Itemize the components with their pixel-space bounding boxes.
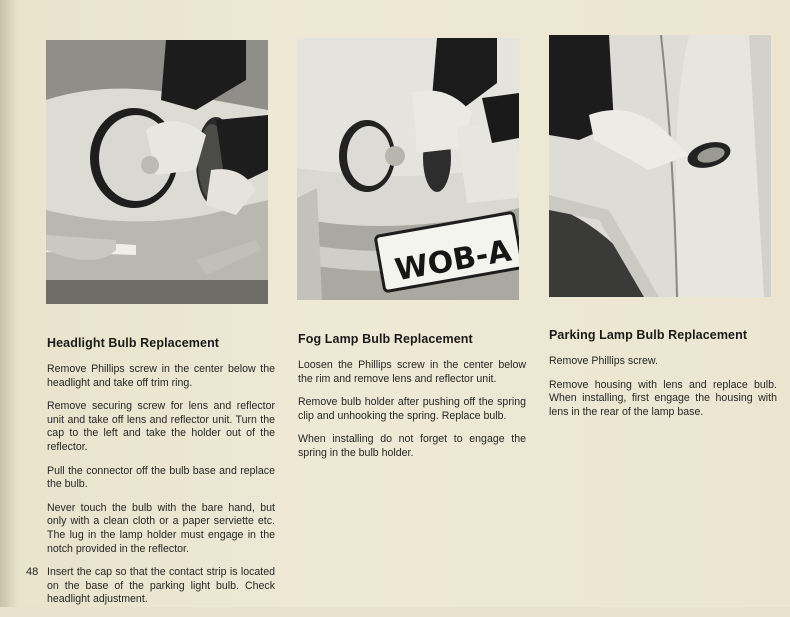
instruction-paragraph: Loosen the Phillips screw in the center below the rim and remove lens and reflector unit. bbox=[298, 359, 526, 385]
instruction-paragraph: Remove bulb holder after pushing off the spring clip and unhooking the spring. Replace bulb. bbox=[298, 396, 526, 422]
section-title: Headlight Bulb Replacement bbox=[47, 336, 220, 350]
instruction-paragraph: Insert the cap so that the contact strip is located on the base of the parking light bulb. Check headlight adjustment. bbox=[47, 566, 275, 606]
instruction-paragraph: Never touch the bulb with the bare hand, but only with a clean cloth or a paper serviette etc. The lug in the lamp holder must engage in the notch provided in the reflector. bbox=[47, 501, 275, 555]
spine-shadow bbox=[0, 0, 18, 607]
section-title: Parking Lamp Bulb Replacement bbox=[549, 328, 748, 342]
instruction-paragraph: Remove securing screw for lens and reflector unit and take off lens and reflector unit. Turn the cap to the left and take the holder out of the reflector. bbox=[47, 400, 275, 453]
section-title: Fog Lamp Bulb Replacement bbox=[298, 332, 473, 346]
fog-lamp-section bbox=[298, 332, 526, 471]
page-number: 48 bbox=[26, 566, 39, 578]
fog-lamp-photo bbox=[297, 38, 519, 300]
instruction-paragraph: Remove Phillips screw. bbox=[549, 355, 658, 367]
parking-lamp-section bbox=[549, 328, 777, 429]
instruction-paragraph: When installing do not forget to engage the spring in the bulb holder. bbox=[298, 433, 526, 459]
parking-lamp-photo bbox=[549, 35, 771, 297]
headlight-photo bbox=[46, 40, 268, 304]
instruction-paragraph: Pull the connector off the bulb base and replace the bulb. bbox=[47, 464, 275, 491]
instruction-paragraph: Remove housing with lens and replace bulb. When installing, first engage the housing with lens in the rear of the lamp base. bbox=[549, 378, 777, 418]
headlight-section bbox=[47, 336, 275, 617]
license-plate-text: WOB-A bbox=[392, 233, 514, 289]
instruction-paragraph: Remove Phillips screw in the center below the headlight and take off trim ring. bbox=[47, 363, 275, 389]
